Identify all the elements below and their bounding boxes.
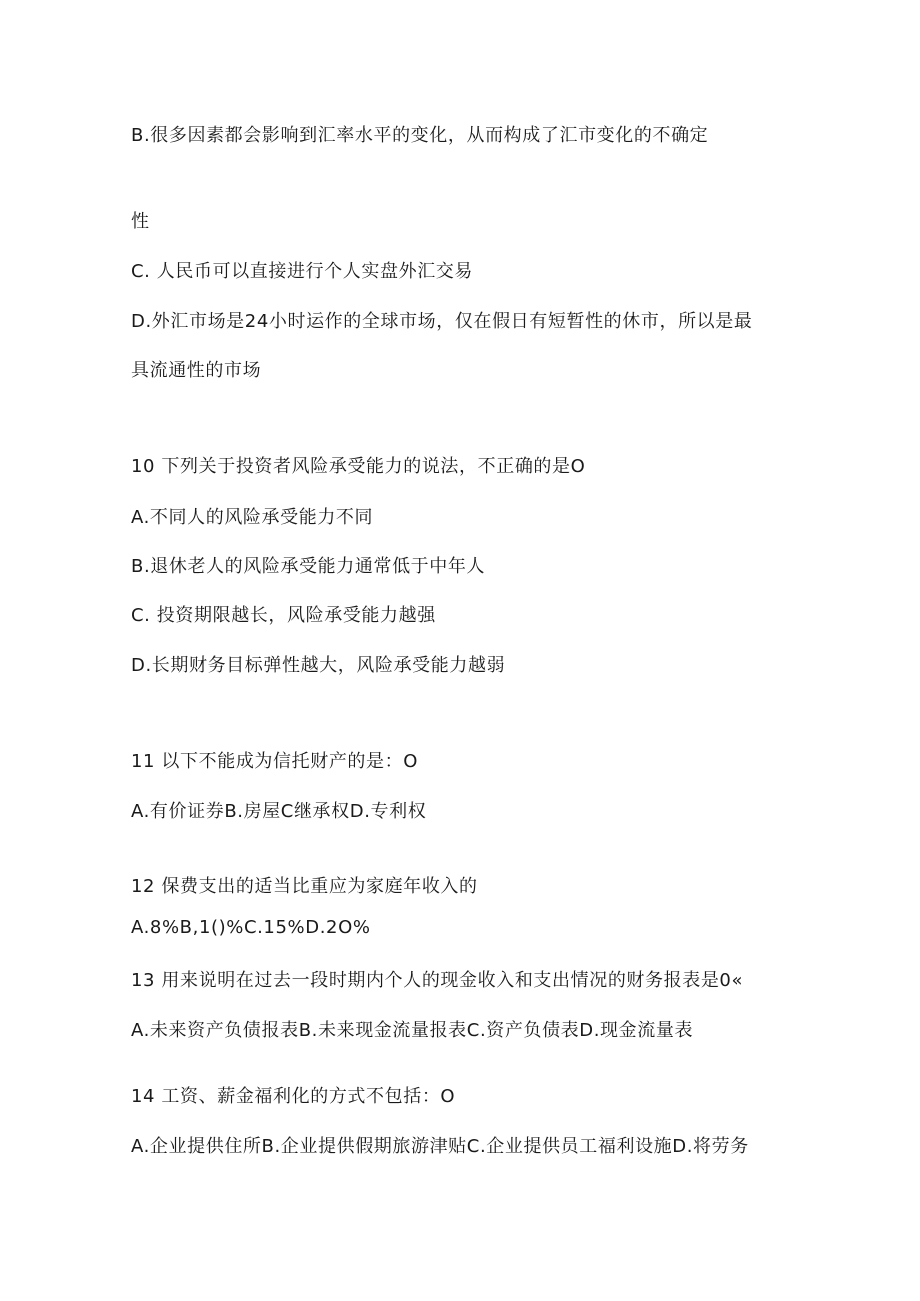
q14-options: A.企业提供住所B.企业提供假期旅游津贴C.企业提供员工福利设施D.将劳务 (131, 1136, 749, 1157)
q12-stem: 12 保费支出的适当比重应为家庭年收入的 (131, 876, 478, 897)
q13-stem: 13 用来说明在过去一段时期内个人的现金收入和支出情况的财务报表是0« (131, 970, 744, 991)
q9-option-c: C. 人民币可以直接进行个人实盘外汇交易 (131, 261, 474, 282)
q9-option-d-line2: 具流通性的市场 (131, 360, 262, 381)
q9-option-b-line2: 性 (131, 211, 150, 232)
q9-option-d-line1: D.外汇市场是24小时运作的全球市场，仅在假日有短暂性的休市，所以是最 (131, 311, 753, 332)
q14-stem: 14 工资、薪金福利化的方式不包括：O (131, 1086, 456, 1107)
q10-option-a: A.不同人的风险承受能力不同 (131, 507, 374, 528)
q9-option-b-line1: B.很多因素都会影响到汇率水平的变化，从而构成了汇市变化的不确定 (131, 125, 709, 146)
q10-stem: 10 下列关于投资者风险承受能力的说法，不正确的是O (131, 456, 586, 477)
q11-stem: 11 以下不能成为信托财产的是：O (131, 751, 418, 772)
q10-option-c: C. 投资期限越长，风险承受能力越强 (131, 605, 436, 626)
q10-option-d: D.长期财务目标弹性越大，风险承受能力越弱 (131, 655, 506, 676)
q13-options: A.未来资产负债报表B.未来现金流量报表C.资产负债表D.现金流量表 (131, 1020, 694, 1041)
q10-option-b: B.退休老人的风险承受能力通常低于中年人 (131, 556, 486, 577)
q11-options: A.有价证券B.房屋C继承权D.专利权 (131, 801, 427, 822)
q12-options: A.8%B,1()%C.15%D.2O% (131, 917, 371, 938)
